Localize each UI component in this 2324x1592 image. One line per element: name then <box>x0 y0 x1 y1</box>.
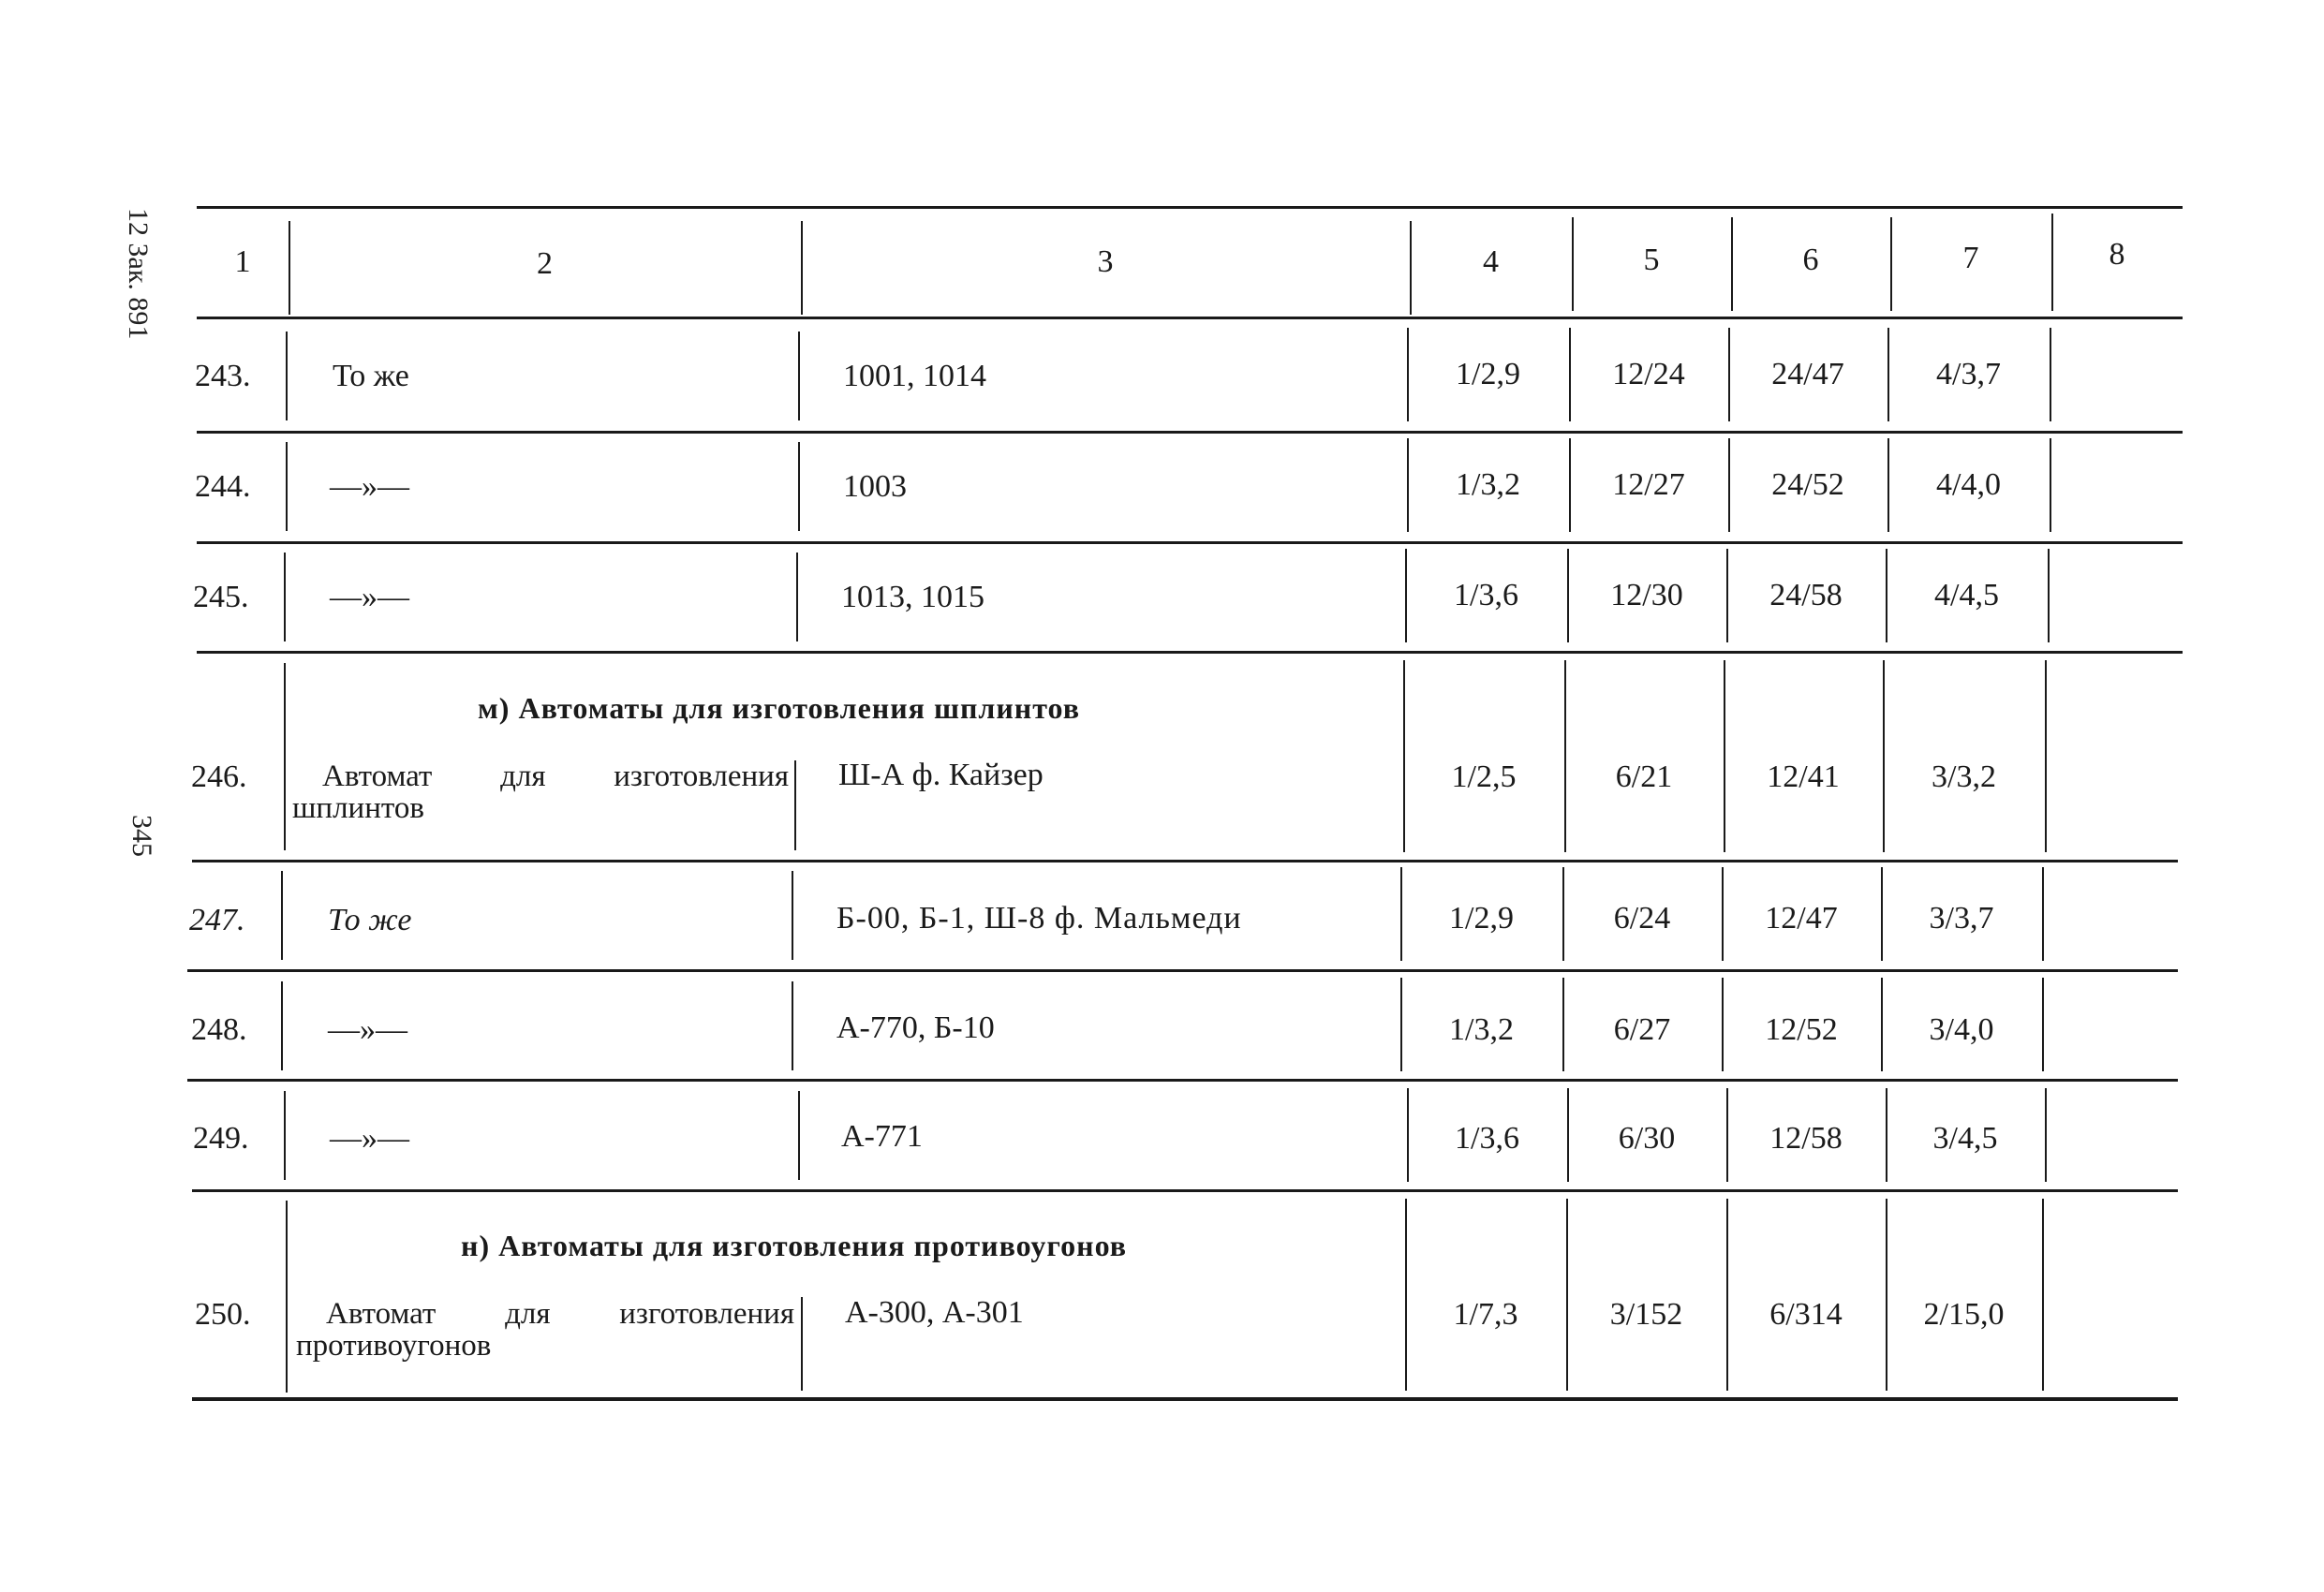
vrule <box>1403 660 1405 852</box>
row-col-7: 3/4,0 <box>1929 1012 1994 1047</box>
row-col-4: 1/2,9 <box>1449 901 1514 936</box>
row-col-5: 12/27 <box>1612 467 1685 502</box>
header-col-6: 6 <box>1802 243 1819 277</box>
vrule <box>2042 867 2044 961</box>
row-name: Автомат для изготовления шплинтов <box>292 759 789 825</box>
rule-243 <box>197 431 2183 434</box>
section-heading-n: н) Автоматы для изготовления противоугонов <box>461 1229 1128 1262</box>
row-col-6: 12/52 <box>1765 1012 1838 1047</box>
rule-246 <box>192 860 2178 862</box>
header-col-2: 2 <box>537 246 553 281</box>
row-col-4: 1/3,6 <box>1455 1121 1519 1156</box>
vrule <box>796 553 798 641</box>
row-col-6: 24/47 <box>1771 357 1844 391</box>
row-name: Автомат для изготовления противоугонов <box>296 1297 794 1363</box>
row-name: —»— <box>330 1121 409 1156</box>
row-name: То же <box>328 903 412 937</box>
vrule <box>2045 660 2047 852</box>
vrule <box>284 1091 286 1180</box>
row-col-5: 6/24 <box>1613 901 1671 936</box>
row-col-6: 24/58 <box>1769 578 1843 612</box>
vrule <box>792 981 793 1070</box>
vrule <box>794 760 796 850</box>
rule-top <box>197 206 2183 209</box>
header-col-3: 3 <box>1097 244 1114 279</box>
row-col-4: 1/2,5 <box>1451 759 1517 794</box>
row-model: А-771 <box>841 1119 923 1154</box>
margin-note-order: 12 Зак. 891 <box>123 208 154 340</box>
row-col-6: 6/314 <box>1769 1297 1843 1332</box>
vrule <box>1886 1199 1887 1391</box>
row-col-7: 4/4,0 <box>1936 467 2001 502</box>
margin-note-page-number: 345 <box>126 815 157 857</box>
vrule <box>798 332 800 420</box>
vrule <box>2050 328 2051 421</box>
row-col-6: 24/52 <box>1771 467 1844 502</box>
row-col-4: 1/3,2 <box>1456 467 1520 502</box>
row-col-7: 4/4,5 <box>1934 578 1999 612</box>
row-number: 250. <box>195 1297 251 1332</box>
vrule <box>286 442 288 531</box>
row-number: 249. <box>193 1121 249 1156</box>
vrule <box>1726 1199 1728 1391</box>
vrule <box>2042 978 2044 1071</box>
row-model: Ш-А ф. Кайзер <box>838 758 1044 792</box>
row-col-4: 1/3,2 <box>1449 1012 1514 1047</box>
row-col-5: 6/21 <box>1615 759 1673 794</box>
section-heading-m: м) Автоматы для изготовления шплинтов <box>478 691 1081 725</box>
row-col-7: 4/3,7 <box>1936 357 2001 391</box>
row-name: То же <box>333 359 409 393</box>
row-col-4: 1/3,6 <box>1454 578 1518 612</box>
row-col-5: 6/30 <box>1618 1121 1676 1156</box>
row-col-6: 12/58 <box>1769 1121 1843 1156</box>
row-col-7: 3/3,2 <box>1932 759 1996 794</box>
row-model: Б-00, Б-1, Ш-8 ф. Мальмеди <box>836 901 1242 936</box>
vrule <box>2048 549 2050 642</box>
row-col-5: 6/27 <box>1613 1012 1671 1047</box>
header-col-1: 1 <box>234 244 251 279</box>
rule-245 <box>197 651 2183 654</box>
vrule <box>1564 660 1566 852</box>
row-col-6: 12/41 <box>1767 759 1840 794</box>
vrule <box>1566 1199 1568 1391</box>
vrule <box>1405 1199 1407 1391</box>
vrule <box>286 332 288 420</box>
header-col-5: 5 <box>1643 243 1660 277</box>
rule-247 <box>187 969 2178 972</box>
header-col-4: 4 <box>1483 244 1499 279</box>
vrule <box>2050 438 2051 532</box>
vrule <box>1724 660 1725 852</box>
header-col-8: 8 <box>2109 237 2125 272</box>
row-col-7: 2/15,0 <box>1923 1297 2005 1332</box>
row-col-6: 12/47 <box>1765 901 1838 936</box>
row-model: А-300, А-301 <box>845 1295 1024 1330</box>
row-col-4: 1/7,3 <box>1453 1297 1518 1332</box>
vrule <box>2042 1199 2044 1391</box>
row-name: —»— <box>330 469 409 504</box>
rule-244 <box>197 541 2183 544</box>
row-number: 247. <box>189 903 245 937</box>
vrule <box>284 663 286 850</box>
row-number: 248. <box>191 1012 247 1047</box>
row-col-4: 1/2,9 <box>1456 357 1520 391</box>
vrule <box>798 1091 800 1180</box>
rule-bottom <box>192 1397 2178 1401</box>
row-model: А-770, Б-10 <box>836 1010 995 1045</box>
vrule <box>1883 660 1885 852</box>
rule-248 <box>187 1079 2178 1082</box>
row-col-7: 3/3,7 <box>1929 901 1994 936</box>
vrule <box>792 871 793 960</box>
row-number: 244. <box>195 469 251 504</box>
row-name: —»— <box>328 1012 407 1047</box>
rule-header <box>197 317 2183 319</box>
vrule <box>284 553 286 641</box>
row-number: 243. <box>195 359 251 393</box>
row-model: 1001, 1014 <box>843 359 986 393</box>
vrule <box>286 1201 288 1393</box>
row-number: 246. <box>191 759 247 794</box>
header-col-7: 7 <box>1962 241 1979 275</box>
vrule <box>281 871 283 960</box>
row-col-5: 3/152 <box>1609 1297 1683 1332</box>
row-col-7: 3/4,5 <box>1932 1121 1998 1156</box>
row-model: 1003 <box>843 469 907 504</box>
rule-249 <box>192 1189 2178 1192</box>
row-name: —»— <box>330 580 409 614</box>
vrule <box>801 1297 803 1391</box>
row-col-5: 12/24 <box>1612 357 1685 391</box>
vrule <box>281 981 283 1070</box>
vrule <box>798 442 800 531</box>
vrule <box>2045 1088 2047 1182</box>
row-col-5: 12/30 <box>1610 578 1683 612</box>
row-number: 245. <box>193 580 249 614</box>
row-model: 1013, 1015 <box>841 580 984 614</box>
